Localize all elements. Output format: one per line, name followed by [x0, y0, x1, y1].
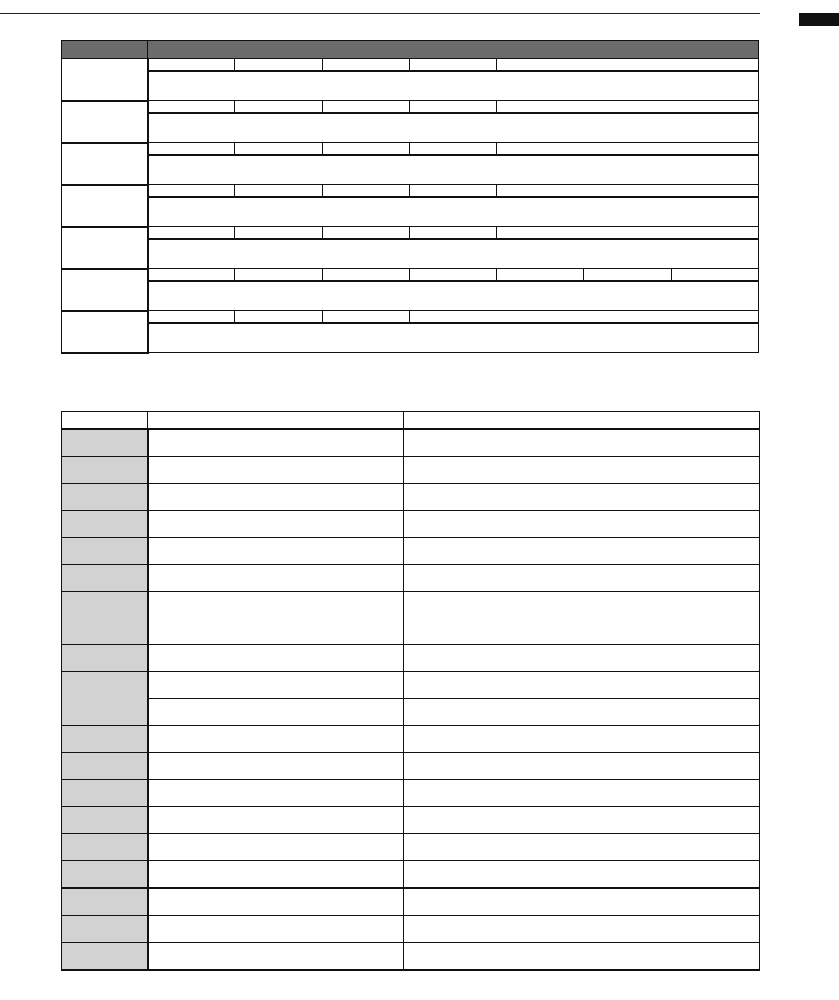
cell-description — [404, 699, 760, 726]
header-cell-label — [62, 41, 148, 59]
table-row — [62, 511, 760, 538]
cell-description — [404, 565, 760, 592]
cell-setting — [148, 457, 404, 484]
header-cell-label — [62, 412, 148, 430]
cell-description — [404, 592, 760, 645]
param-group-label — [62, 185, 148, 227]
row-label — [62, 484, 148, 511]
row-label — [62, 565, 148, 592]
cell-description — [404, 807, 760, 834]
param-cell — [322, 59, 409, 72]
row-label — [62, 780, 148, 807]
cell-description — [404, 888, 760, 916]
param-cell — [148, 59, 235, 72]
row-label — [62, 511, 148, 538]
cell-setting — [148, 538, 404, 565]
table-row — [62, 861, 760, 889]
param-cell — [409, 143, 496, 156]
row-label — [62, 861, 148, 889]
cell-setting — [148, 672, 404, 699]
row-label — [62, 807, 148, 834]
cell-setting — [148, 916, 404, 943]
row-label — [62, 726, 148, 753]
param-cell — [322, 311, 409, 324]
param-cell — [322, 143, 409, 156]
header-rule — [0, 13, 760, 14]
param-cell — [148, 311, 235, 324]
param-description-row — [62, 323, 759, 353]
row-label — [62, 834, 148, 861]
cell-description — [404, 672, 760, 699]
param-description — [148, 197, 759, 227]
cell-setting — [148, 592, 404, 645]
param-cell — [409, 59, 496, 72]
cell-setting — [148, 943, 404, 971]
param-cell — [235, 59, 322, 72]
param-row — [62, 143, 759, 156]
param-description — [148, 155, 759, 185]
param-cell — [235, 269, 322, 282]
header-cell-parameters — [148, 41, 759, 59]
table-row — [62, 916, 760, 943]
cell-setting — [148, 753, 404, 780]
param-cell — [235, 101, 322, 114]
cell-description — [404, 780, 760, 807]
cell-description — [404, 861, 760, 889]
parameter-table — [61, 40, 759, 354]
param-group-label — [62, 227, 148, 269]
cell-description — [404, 645, 760, 672]
row-label — [62, 429, 148, 457]
table-row — [62, 645, 760, 672]
param-description-row — [62, 197, 759, 227]
param-row — [62, 269, 759, 282]
param-row — [62, 59, 759, 72]
cell-setting — [148, 780, 404, 807]
row-label — [62, 645, 148, 672]
param-cell — [322, 269, 409, 282]
cell-description — [404, 943, 760, 971]
cell-setting — [148, 834, 404, 861]
settings-table-header — [62, 412, 760, 430]
table-row — [62, 592, 760, 645]
cell-description — [404, 726, 760, 753]
param-cell — [584, 269, 671, 282]
param-cell — [409, 101, 496, 114]
parameter-table-header — [62, 41, 759, 59]
row-label — [62, 916, 148, 943]
param-cell — [671, 269, 758, 282]
param-row — [62, 311, 759, 324]
cell-setting — [148, 565, 404, 592]
param-cell — [235, 311, 322, 324]
cell-setting — [148, 726, 404, 753]
table-row — [62, 780, 760, 807]
row-label — [62, 753, 148, 780]
param-description — [148, 281, 759, 311]
param-cell — [497, 185, 759, 198]
row-label — [62, 943, 148, 971]
table-row — [62, 834, 760, 861]
param-description-row — [62, 239, 759, 269]
param-cell — [409, 311, 758, 324]
section-tab-marker — [799, 13, 839, 26]
param-description — [148, 239, 759, 269]
cell-setting — [148, 429, 404, 457]
cell-description — [404, 429, 760, 457]
cell-setting — [148, 511, 404, 538]
cell-description — [404, 484, 760, 511]
table-row — [62, 538, 760, 565]
row-label — [62, 888, 148, 916]
param-cell — [497, 269, 584, 282]
param-cell — [497, 59, 759, 72]
param-description — [148, 71, 759, 101]
param-group-label — [62, 101, 148, 143]
cell-setting — [148, 861, 404, 889]
table-row — [62, 429, 760, 457]
row-label — [62, 672, 148, 726]
param-cell — [497, 101, 759, 114]
table-row — [62, 807, 760, 834]
cell-setting — [148, 484, 404, 511]
cell-setting — [148, 645, 404, 672]
param-cell — [497, 143, 759, 156]
cell-description — [404, 538, 760, 565]
cell-description — [404, 916, 760, 943]
param-cell — [148, 143, 235, 156]
param-description — [148, 113, 759, 143]
param-group-label — [62, 311, 148, 353]
table-row — [62, 672, 760, 699]
param-row — [62, 185, 759, 198]
param-group-label — [62, 59, 148, 101]
param-description-row — [62, 155, 759, 185]
table-row — [62, 726, 760, 753]
param-cell — [235, 227, 322, 240]
cell-description — [404, 457, 760, 484]
table-row — [62, 565, 760, 592]
header-cell-setting — [148, 412, 404, 430]
cell-setting — [148, 888, 404, 916]
param-cell — [322, 185, 409, 198]
param-group-label — [62, 143, 148, 185]
param-cell — [409, 227, 496, 240]
cell-description — [404, 511, 760, 538]
param-cell — [322, 227, 409, 240]
param-cell — [148, 227, 235, 240]
cell-description — [404, 834, 760, 861]
param-description-row — [62, 281, 759, 311]
cell-description — [404, 753, 760, 780]
param-cell — [235, 143, 322, 156]
settings-table — [61, 411, 760, 971]
param-row — [62, 101, 759, 114]
param-description-row — [62, 113, 759, 143]
param-description — [148, 323, 759, 353]
row-label — [62, 457, 148, 484]
param-cell — [148, 269, 235, 282]
table-row — [62, 888, 760, 916]
row-label — [62, 592, 148, 645]
param-description-row — [62, 71, 759, 101]
cell-setting — [148, 699, 404, 726]
header-cell-description — [404, 412, 760, 430]
param-cell — [148, 185, 235, 198]
param-cell — [497, 227, 759, 240]
table-row — [62, 457, 760, 484]
param-cell — [235, 185, 322, 198]
param-cell — [148, 101, 235, 114]
param-group-label — [62, 269, 148, 311]
table-row — [62, 943, 760, 971]
param-cell — [322, 101, 409, 114]
row-label — [62, 538, 148, 565]
table-row — [62, 753, 760, 780]
cell-setting — [148, 807, 404, 834]
table-row — [62, 484, 760, 511]
param-row — [62, 227, 759, 240]
table-row — [62, 699, 760, 726]
param-cell — [409, 185, 496, 198]
param-cell — [409, 269, 496, 282]
